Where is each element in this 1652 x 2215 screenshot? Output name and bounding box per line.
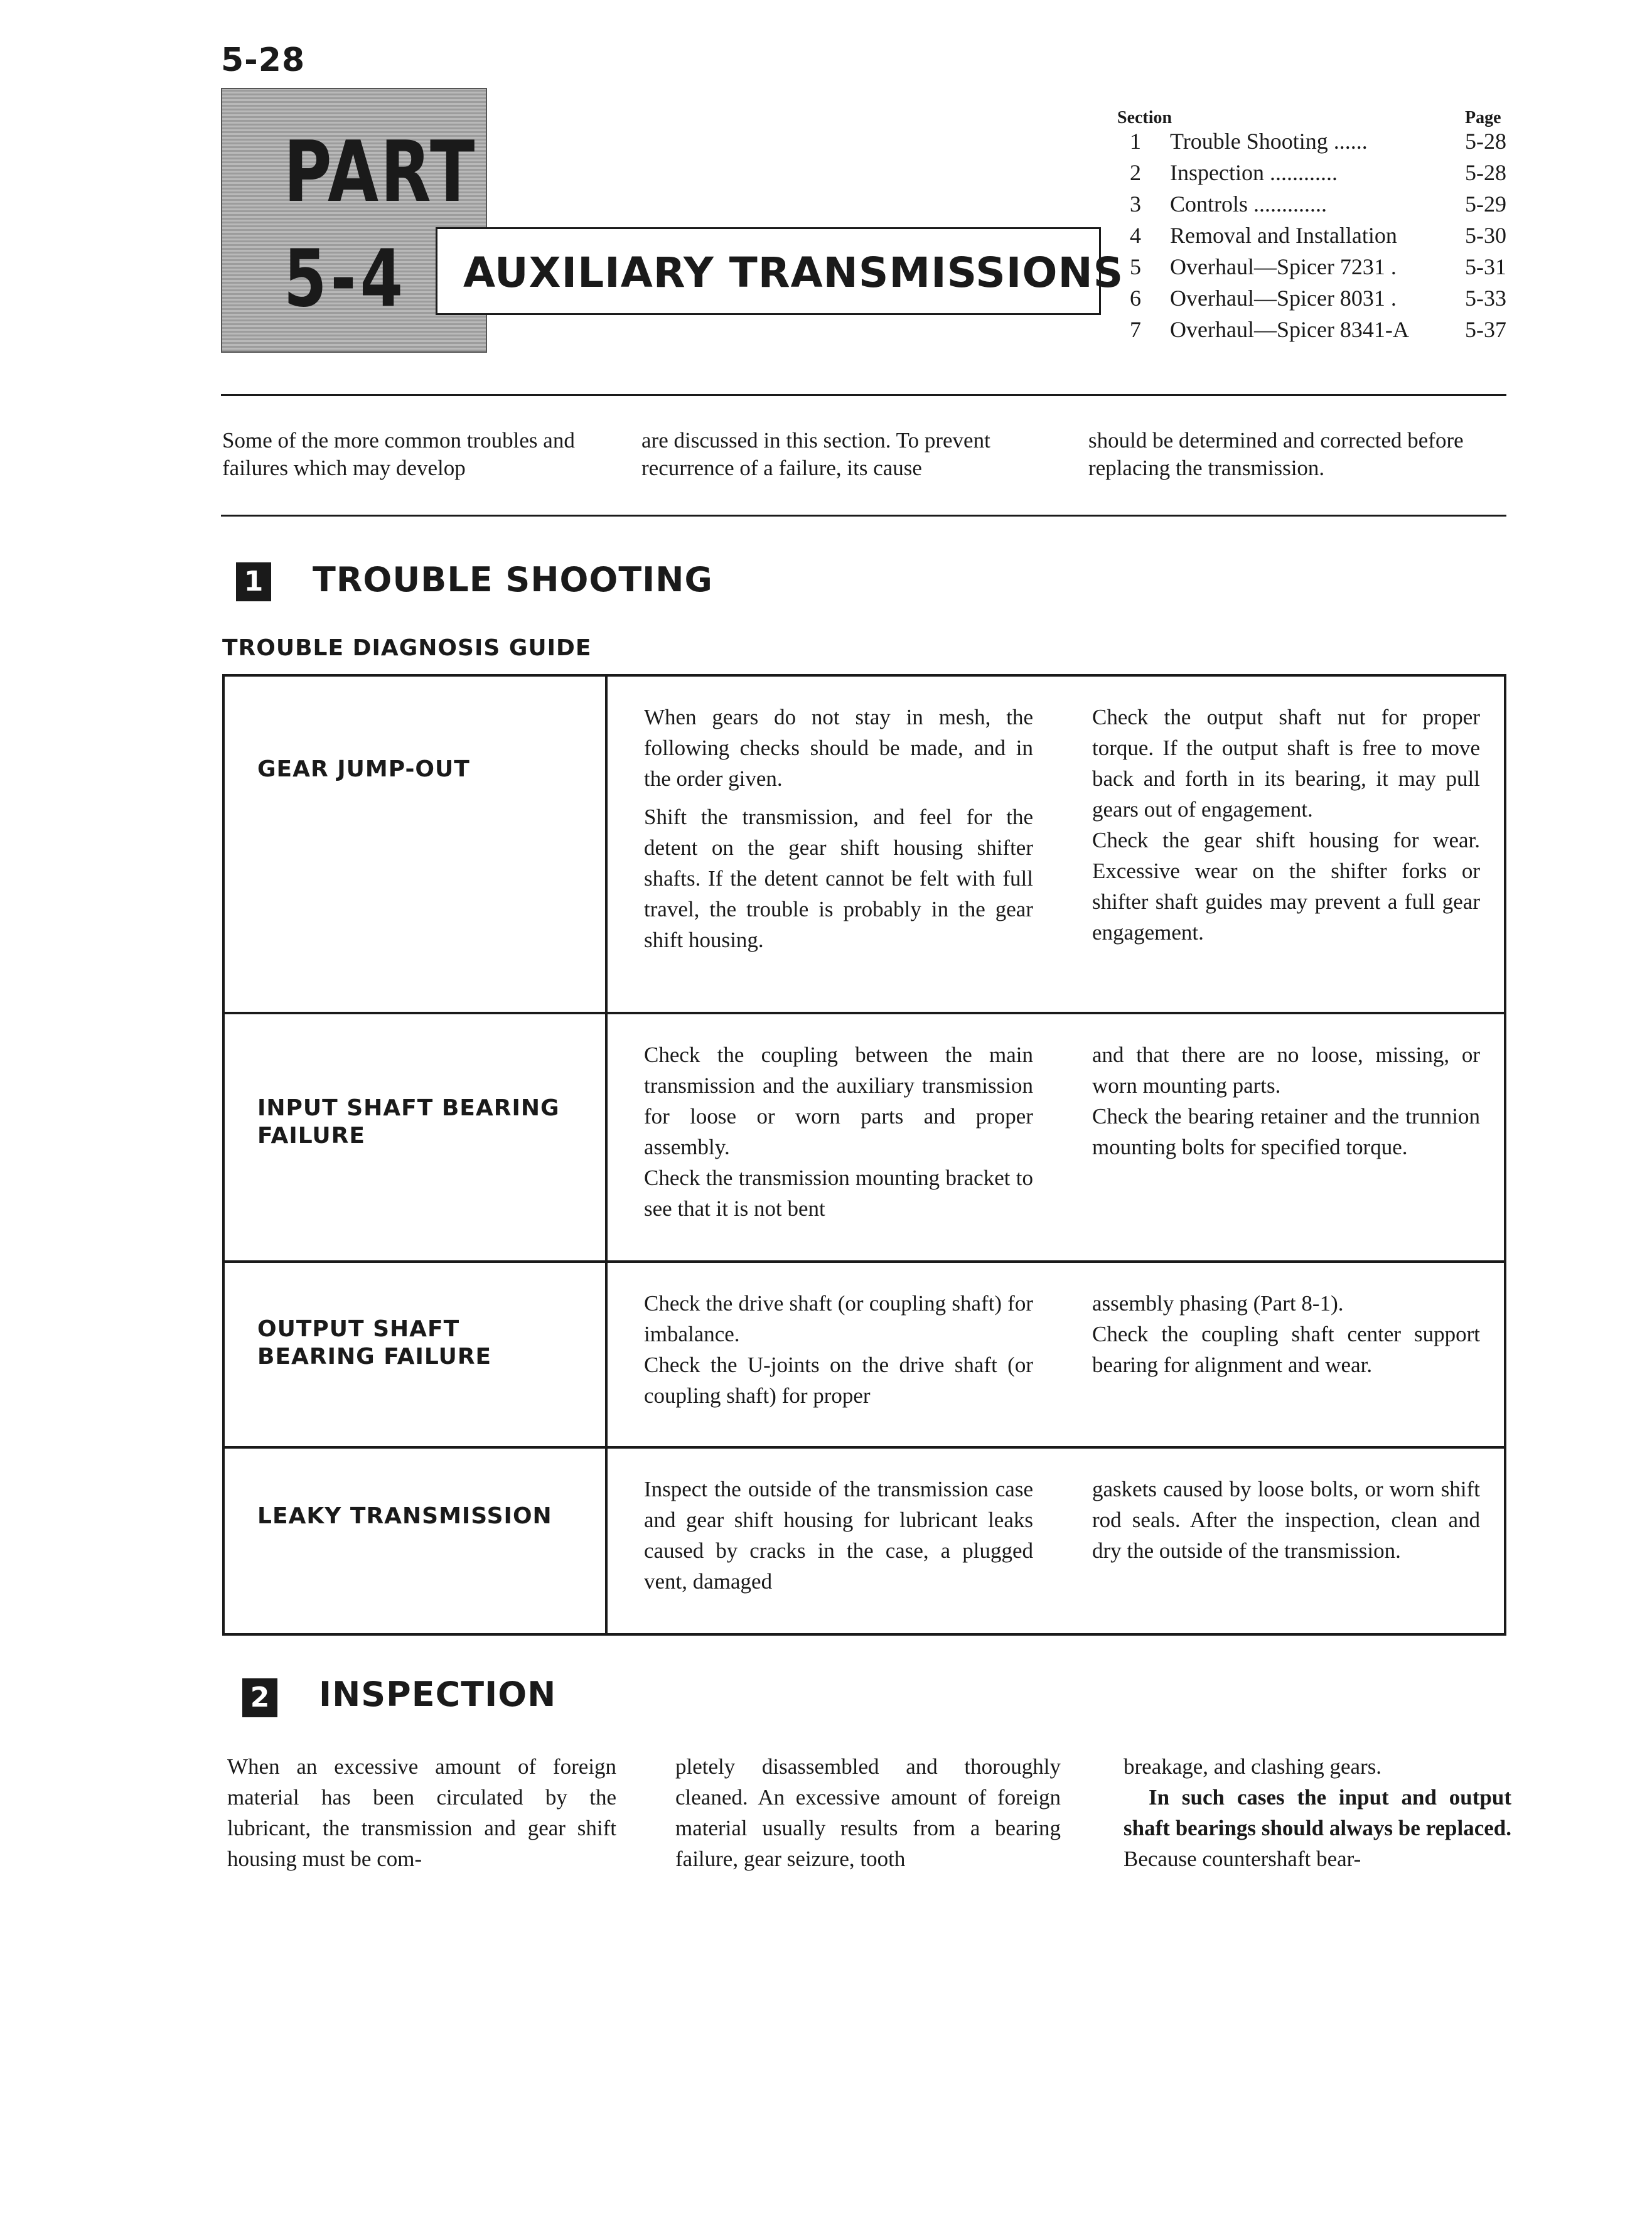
contents-row-number: 7 xyxy=(1130,317,1141,342)
row-cause-text xyxy=(644,1039,1033,1224)
contents-row-number: 6 xyxy=(1130,286,1141,311)
paragraph: Check the coupling between the main transmission and the auxiliary transmission for loose or worn parts and proper assembly. xyxy=(644,1043,1033,1159)
section-badge: 2 xyxy=(242,1678,277,1717)
contents-row xyxy=(1130,222,1506,254)
contents-row-page: 5-30 xyxy=(1465,223,1506,248)
row-label: GEAR JUMP-OUT xyxy=(257,756,470,782)
contents-section-header: Section xyxy=(1117,108,1172,127)
contents-row-number: 2 xyxy=(1130,160,1141,185)
paragraph: and that there are no loose, missing, or worn mounting parts. xyxy=(1092,1043,1480,1098)
row-remedy-text xyxy=(1092,702,1480,948)
paragraph: Check the drive shaft (or coupling shaft) for imbalance. xyxy=(644,1291,1033,1346)
column-divider xyxy=(605,1263,608,1446)
column-divider xyxy=(605,677,608,1012)
contents-row xyxy=(1130,159,1506,191)
table-row xyxy=(222,1014,1506,1263)
contents-row-title: Controls ............. xyxy=(1170,191,1328,217)
contents-row-title: Removal and Installation xyxy=(1170,223,1397,248)
part-number: 5-4 xyxy=(284,232,407,324)
paragraph: Check the gear shift housing for wear. Excessive wear on the shifter forks or shifter shaft guides may prevent a full gear engagement. xyxy=(1092,828,1480,945)
contents-row xyxy=(1130,254,1506,285)
intro-column-3: should be determined and corrected before replacing the transmission. xyxy=(1088,428,1464,480)
contents-row-number: 5 xyxy=(1130,254,1141,279)
row-cause-text xyxy=(644,1474,1033,1597)
paragraph: Inspect the outside of the transmission case and gear shift housing for lubricant leaks caused by cracks in the case, a plugged vent, damaged xyxy=(644,1477,1033,1594)
paragraph: Check the output shaft nut for proper torque. If the output shaft is free to move back and forth in its bearing, it may pull gears out of engagement. xyxy=(1092,705,1480,822)
contents-row-title: Overhaul—Spicer 7231 . xyxy=(1170,254,1397,279)
contents-row-title: Overhaul—Spicer 8031 . xyxy=(1170,286,1397,311)
paragraph: Shift the transmission, and feel for the detent on the gear shift housing shifter shafts. If the detent cannot be felt with full travel, the trouble is probably in the gear shift housing. xyxy=(644,805,1033,952)
body-column-2: pletely disassembled and thoroughly cleaned. An excessive amount of foreign material usually results from a bearing failure, gear seizure, tooth xyxy=(675,1754,1061,1871)
contents-row-page: 5-33 xyxy=(1465,286,1506,311)
row-remedy-text xyxy=(1092,1474,1480,1566)
section-title: INSPECTION xyxy=(319,1675,557,1714)
divider xyxy=(221,394,1506,396)
row-label: LEAKY TRANSMISSION xyxy=(257,1503,552,1529)
row-cause-text xyxy=(644,702,1033,955)
body-text: breakage, and clashing gears. xyxy=(1124,1754,1382,1779)
row-label: INPUT SHAFT BEARING FAILURE xyxy=(257,1095,560,1149)
contents-row xyxy=(1130,191,1506,222)
paragraph: gaskets caused by loose bolts, or worn shift rod seals. After the inspection, clean and dry the outside of the transmission. xyxy=(1092,1477,1480,1563)
row-remedy-text xyxy=(1092,1039,1480,1162)
paragraph: assembly phasing (Part 8-1). xyxy=(1092,1291,1344,1316)
contents-row-title: Inspection ............ xyxy=(1170,160,1338,185)
page-number: 5-28 xyxy=(221,41,306,79)
body-column-1: When an excessive amount of foreign material has been circulated by the lubricant, the transmission and gear shift housing must be com- xyxy=(227,1754,616,1871)
contents-row-page: 5-37 xyxy=(1465,317,1506,342)
paragraph: When gears do not stay in mesh, the following checks should be made, and in the order given. xyxy=(644,705,1033,791)
part-label: PART xyxy=(284,123,477,221)
contents-row-page: 5-28 xyxy=(1465,129,1506,154)
paragraph: Check the transmission mounting bracket to see that it is not bent xyxy=(644,1166,1033,1221)
page-title: AUXILIARY TRANSMISSIONS xyxy=(463,249,1124,297)
contents-row-title: Trouble Shooting ...... xyxy=(1170,129,1368,154)
contents-row xyxy=(1130,316,1506,348)
contents-row-page: 5-28 xyxy=(1465,160,1506,185)
body-column-3 xyxy=(1124,1751,1511,1874)
contents-row-page: 5-31 xyxy=(1465,254,1506,279)
row-label: OUTPUT SHAFT BEARING FAILURE xyxy=(257,1316,492,1370)
section-subtitle: TROUBLE DIAGNOSIS GUIDE xyxy=(222,635,592,661)
column-divider xyxy=(605,1014,608,1260)
contents-row-number: 4 xyxy=(1130,223,1141,248)
contents-row-number: 1 xyxy=(1130,129,1141,154)
paragraph: Check the bearing retainer and the trunnion mounting bolts for specified torque. xyxy=(1092,1104,1480,1159)
emphasized-text: In such cases the input and output shaft bearings should always be replaced. xyxy=(1124,1785,1511,1840)
contents-row xyxy=(1130,128,1506,159)
trouble-diagnosis-table xyxy=(222,674,1506,1636)
contents-row xyxy=(1130,285,1506,316)
row-cause-text xyxy=(644,1288,1033,1411)
table-row xyxy=(222,1263,1506,1449)
section-badge: 1 xyxy=(236,562,271,601)
table-row xyxy=(222,1449,1506,1636)
row-remedy-text xyxy=(1092,1288,1480,1380)
contents-row-page: 5-29 xyxy=(1465,191,1506,217)
paragraph: Check the U-joints on the drive shaft (or coupling shaft) for proper xyxy=(644,1353,1033,1408)
contents-page-header: Page xyxy=(1465,108,1501,127)
divider xyxy=(221,515,1506,517)
table-row xyxy=(222,674,1506,1014)
intro-column-1: Some of the more common troubles and failures which may develop xyxy=(222,428,575,480)
intro-column-2: are discussed in this section. To prevent recurrence of a failure, its cause xyxy=(641,428,990,480)
contents-row-number: 3 xyxy=(1130,191,1141,217)
column-divider xyxy=(605,1449,608,1633)
body-text: Because countershaft bear- xyxy=(1124,1847,1361,1871)
section-title: TROUBLE SHOOTING xyxy=(313,560,713,599)
contents-row-title: Overhaul—Spicer 8341-A xyxy=(1170,317,1409,342)
paragraph: Check the coupling shaft center support bearing for alignment and wear. xyxy=(1092,1322,1480,1377)
